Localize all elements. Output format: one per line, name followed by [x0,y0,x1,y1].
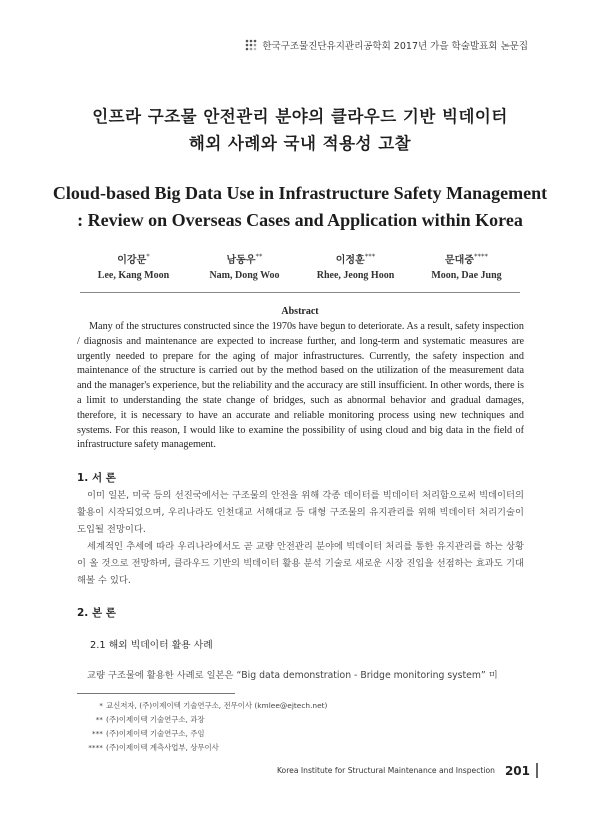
footer-divider [536,763,538,778]
author-3 [300,251,411,281]
author-3-mark: *** [364,252,376,261]
footnote-1-mark: * [99,701,103,710]
author-1 [78,251,189,281]
footnote-4-text: (주)이제이텍 계측사업부, 상무이사 [106,743,219,752]
running-header [245,38,528,52]
section-2-body: 교량 구조물에 활용한 사례로 일본은 “Big data demonstration - Bridge monitoring system” 미 [87,670,498,681]
page-number: 201 [504,763,530,778]
dot-cluster-icon [245,39,257,51]
footnote-2-text: (주)이제이텍 기술연구소, 과장 [106,715,205,724]
abstract-heading: Abstract [281,306,319,317]
footnote-3-mark: *** [91,729,103,738]
author-list [78,251,522,281]
author-1-korean: 이강문 [117,255,147,266]
section-1-paragraph-1: 이미 일본, 미국 등의 선진국에서는 구조물의 안전을 위해 각종 데이터를 빅데이터 처리함으로써 빅데이터의 활용이 시작되었으며, 우리나라도 인천대교 서해대교 등 대형 구조물의 유지관리를 위해 빅데이터 처리기술이 도입될 전망이다. [77,490,524,535]
author-2-english: Nam, Dong Woo [209,270,280,281]
korean-title-line1: 인프라 구조물 안전관리 분야의 클라우드 기반 빅데이터 [92,107,508,126]
section-1-body [77,487,524,589]
footnote-4 [77,741,377,755]
author-3-korean: 이정훈 [335,255,365,266]
author-2-korean: 남동우 [226,255,256,266]
footnote-2-mark: ** [95,715,103,724]
author-4-mark: **** [473,252,488,261]
footnote-3 [77,727,377,741]
header-text: 한국구조물진단유지관리공학회 2017년 가을 학술발표회 논문집 [262,41,528,52]
author-1-mark: * [146,252,150,261]
subsection-2-1-heading: 2.1 해외 빅데이터 활용 사례 [90,640,213,651]
footnote-4-mark: **** [88,743,103,752]
abstract-body: Many of the structures constructed since the 1970s have begun to deteriorate. As a result, safety inspection / diagnosis and maintenance are expected to increase further, and long-term and systematic measures are urgently needed to prepare for the aging of major infrastructures. Currently, the safety inspection and maintenance of the structure is carried out by the method based on the utilization of the measurement data and the manager's experience, but the reliability and the accuracy are still insufficient. In other words, there is a limit to understanding the state change of bridges, such as abnormal behavior and gradual damages, therefore, it is necessary to have an accurate and reliable monitoring process using new techniques and systems. For this reason, I would like to examine the possibility of using cloud and big data in the field of infrastructure safety management. [77,321,524,451]
section-2-heading: 2. 본 론 [77,607,116,619]
author-1-english: Lee, Kang Moon [97,270,170,281]
english-title-line1: Cloud-based Big Data Use in Infrastructure Safety Management [52,183,548,203]
footnote-1 [77,699,377,713]
author-2 [189,251,300,281]
footnotes [77,699,377,755]
section-1-paragraph-2: 세계적인 추세에 따라 우리나라에서도 곧 교량 안전관리 분야에 빅데이터 처리를 통한 유지관리를 하는 상황이 올 것으로 전망하며, 클라우드 기반의 빅데이터 활용 분석 기술로 새로운 시장 진입을 선점하는 효과도 기대해볼 수 있다. [77,541,524,586]
korean-title [40,103,560,157]
footnote-divider [77,693,235,694]
author-3-english: Rhee, Jeong Hoon [316,270,395,281]
english-title [40,180,560,234]
author-2-mark: ** [255,252,263,261]
author-4-english: Moon, Dae Jung [431,270,502,281]
author-4-korean: 문대중 [445,255,474,266]
korean-title-line2: 해외 사례와 국내 적용성 고찰 [188,134,412,153]
english-title-line2: : Review on Overseas Cases and Application within Korea [77,210,523,230]
author-4 [411,251,522,281]
footnote-2 [77,713,377,727]
footnote-1-text: 교신저자, (주)이제이텍 기술연구소, 전무이사 (kmlee@ejtech.net) [106,701,328,710]
footer-institute: Korea Institute for Structural Maintenance and Inspection [276,766,495,775]
footnote-3-text: (주)이제이텍 기술연구소, 주임 [106,729,205,738]
page-footer [277,763,538,778]
section-1-heading: 1. 서 론 [77,472,116,484]
title-divider [80,292,520,293]
